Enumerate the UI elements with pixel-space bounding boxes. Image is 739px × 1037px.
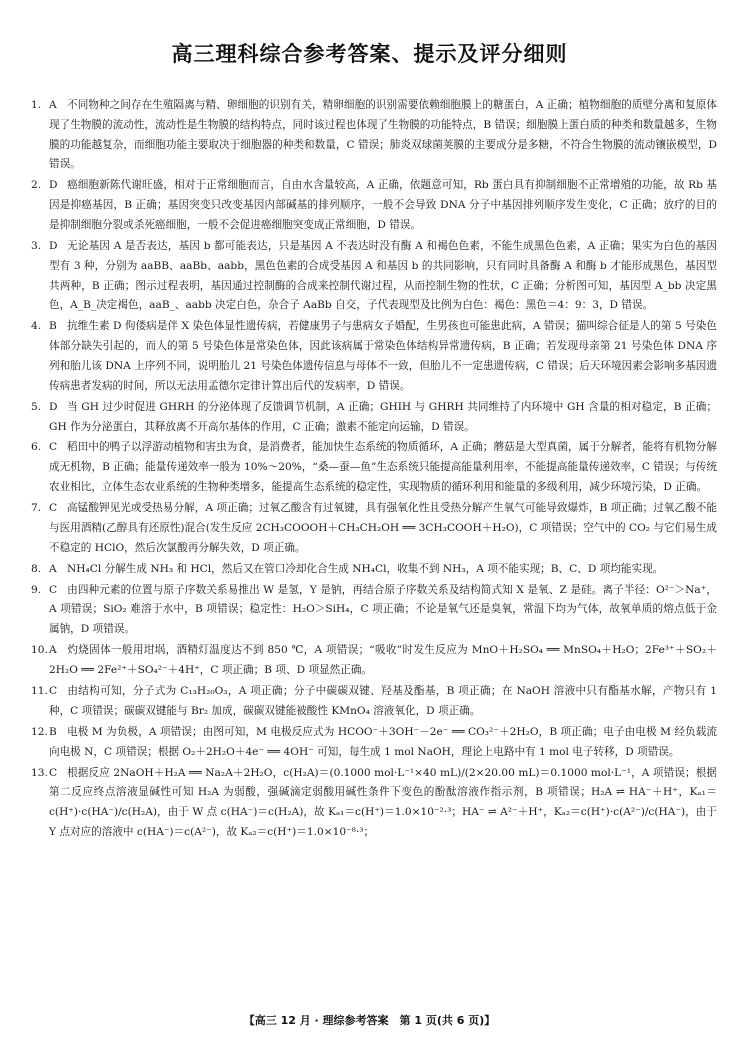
question-number: 5.	[31, 400, 42, 413]
question-number: 8.	[31, 562, 42, 575]
explanation-text: 由四种元素的位置与原子序数关系易推出 W 是氢，Y 是钠，再结合原子序数关系及结构简式知 X 是氧、Z 是硅。离子半径：O²⁻＞Na⁺，A 项错误；SiO₂ 难溶于水中，B 项错误；稳定性：H₂O＞SiH₄，C 项正确；不论是氧气还是臭氧，常温下均为气体，故氧单质的熔点低于金属钠，D 项错误。	[49, 583, 717, 636]
answer-item	[31, 317, 717, 396]
page-footer: 【高三 12 月 · 理综参考答案 第 1 页(共 6 页)】	[243, 1014, 496, 1027]
question-number: 13.	[31, 766, 48, 779]
question-number: 6.	[31, 441, 42, 454]
answer-item	[31, 560, 717, 580]
explanation-text: 根据反应 2NaOH＋H₂A ══ Na₂A＋2H₂O，c(H₂A)＝(0.1000 mol·L⁻¹×40 mL)/(2×20.00 mL)＝0.1000 mol·L⁻¹，A 项错误；根据第二反应终点溶液显碱性可知 H₂A 为弱酸，强碱滴定弱酸用碱性条件下变色的酚酞溶液作指示剂，B 项错误；H₂A ⇌ HA⁻＋H⁺，Kₐ₁＝c(H⁺)·c(HA⁻)/c(H₂A)，由于 W 点 c(HA⁻)＝c(H₂A)，故 Kₐ₁＝c(H⁺)＝1.0×10⁻²·³；HA⁻ ⇌ A²⁻＋H⁺，Kₐ₂＝c(H⁺)·c(A²⁻)/c(HA⁻)，由于 Y 点对应的溶液中 c(HA⁻)＝c(A²⁻)，故 Kₐ₂＝c(H⁺)＝1.0×10⁻⁸·³；	[49, 766, 717, 838]
answer-letter: C	[49, 684, 58, 697]
answer-item	[31, 499, 717, 558]
question-number: 1.	[31, 99, 42, 111]
answer-letter: C	[49, 583, 58, 596]
answer-letter: D	[49, 400, 58, 413]
question-number: 10.	[31, 644, 48, 657]
answer-item	[31, 96, 717, 175]
answer-letter: B	[49, 320, 57, 333]
explanation-text: 当 GH 过少时促进 GHRH 的分泌体现了反馈调节机制，A 正确；GHIH 与 GHRH 共同维持了内环境中 GH 含量的相对稳定，B 正确；GH 作为分泌蛋白，其释放离不开高尔基体的作用，C 正确；激素不能定向运输，D 错误。	[49, 400, 717, 433]
question-number: 9.	[31, 583, 42, 596]
explanation-text: 抗维生素 D 佝偻病是伴 X 染色体显性遗传病，若健康男子与患病女子婚配，生男孩也可能患此病，A 错误；猫叫综合征是人的第 5 号染色体部分缺失引起的，而人的第 5 号染色体是常染色体，因此该病属于常染色体结构异常遗传病，B 正确；若发现母亲第 21 号染色体 DNA 序列和胎儿该 DNA 上序列不同，说明胎儿 21 号染色体遗传信息与母体不一致，但胎儿不一定患遗传病，C 错误；后天环境因素会影响多基因遗传病患者发病的时间，所以无法用孟德尔定律计算出后代的发病率，D 错误。	[49, 320, 717, 392]
question-number: 2.	[31, 179, 42, 192]
answer-letter: A	[49, 644, 57, 657]
answer-letter: C	[49, 766, 58, 779]
explanation-text: 高锰酸钾见光或受热易分解，A 项正确；过氧乙酸含有过氧键，具有强氧化性且受热分解产生氧气可能导致爆炸，B 项正确；过氧乙酸不能与医用酒精(乙醇具有还原性)混合(发生反应 2CH₃COOOH＋CH₃CH₂OH ══ 3CH₃COOH＋H₂O)，C 项错误；空气中的 CO₂ 与它们易生成不稳定的 HClO，然后次氯酸再分解失效，D 项正确。	[49, 502, 717, 554]
question-number: 11.	[31, 684, 48, 697]
question-number: 4.	[31, 320, 42, 333]
page-title: 高三理科综合参考答案、提示及评分细则	[171, 42, 568, 66]
answer-letter: A	[49, 562, 57, 575]
answer-letter: D	[49, 239, 58, 252]
explanation-text: 由结构可知，分子式为 C₁₃H₂₀O₃，A 项正确；分子中碳碳双键、羟基及酯基，B 项正确；在 NaOH 溶液中只有酯基水解，产物只有 1 种，C 项错误；碳碳双键能与 Br₂ 加成，碳碳双键能被酸性 KMnO₄ 溶液氧化，D 项正确。	[49, 684, 717, 717]
explanation-text: 灼烧固体一般用坩埚，酒精灯温度达不到 850 ℃，A 项错误；“吸收”时发生反应为 MnO＋H₂SO₄ ══ MnSO₄＋H₂O；2Fe³⁺＋SO₂＋2H₂O ══ 2Fe²⁺＋SO₄²⁻＋4H⁺，C 项正确；B 项、D 项显然正确。	[49, 644, 717, 676]
answer-item	[31, 438, 717, 497]
question-number: 12.	[31, 725, 48, 738]
answer-item	[31, 176, 717, 235]
answer-letter: C	[49, 502, 58, 515]
answer-item	[31, 764, 717, 843]
answer-item	[31, 723, 717, 763]
explanation-text: NH₄Cl 分解生成 NH₃ 和 HCl，然后又在管口冷却化合生成 NH₄Cl，收集不到 NH₃，A 项不能实现；B、C、D 项均能实现。	[67, 562, 664, 575]
answer-letter: A	[49, 99, 57, 111]
answer-letter: B	[49, 725, 57, 738]
answer-item	[31, 682, 717, 722]
answer-item	[31, 398, 717, 438]
question-number: 3.	[31, 239, 42, 252]
answer-list	[31, 96, 717, 844]
question-number: 7.	[31, 502, 42, 515]
explanation-text: 癌细胞新陈代谢旺盛，相对于正常细胞而言，自由水含量较高，A 正确，依题意可知，Rb 蛋白具有抑制细胞不正常增殖的功能，故 Rb 基因是抑癌基因，B 正确；基因突变只改变基因内部碱基的排列顺序，一般不会导致 DNA 分子中基因排列顺序发生变化，C 正确；放疗的目的是抑制细胞分裂或杀死癌细胞，一般不会促进癌细胞突变成正常细胞，D 错误。	[49, 179, 717, 231]
answer-item	[31, 641, 717, 681]
explanation-text: 无论基因 A 是否表达，基因 b 都可能表达，只是基因 A 不表达时没有酶 A 和褐色色素，不能生成黑色色素，A 正确；果实为白色的基因型有 3 种，分别为 aaBB、aaBb、aabb，黑色色素的合成受基因 A 和基因 b 的共同影响，只有同时具备酶 A 和酶 b 才能形成黑色，基因型共两种，B 正确；图示过程表明，基因通过控制酶的合成来控制代谢过程，从而控制生物的性状，C 正确；分析图可知，基因型 A_bb 决定黑色，A_B_决定褐色，aaB_、aabb 决定白色，杂合子 AaBb 自交，子代表现型及比例为白色：褐色：黑色＝4：9：3，D 错误。	[49, 239, 717, 312]
answer-letter: C	[49, 441, 58, 454]
answer-item	[31, 581, 717, 640]
explanation-text: 不同物种之间存在生殖隔离与精、卵细胞的识别有关，精卵细胞的识别需要依赖细胞膜上的糖蛋白，A 正确；植物细胞的质壁分离和复原体现了生物膜的流动性，流动性是生物膜的结构特点，同时该过程也体现了生物膜的功能特点，B 错误；细胞膜上蛋白质的种类和数量越多，生物膜的功能越复杂，而细胞功能主要取决于细胞器的种类和数量，C 错误；肺炎双球菌荚膜的主要成分是多糖，不符合生物膜的流动镶嵌模型，D 错误。	[49, 99, 717, 171]
answer-letter: D	[49, 179, 58, 192]
answer-item	[31, 237, 717, 316]
explanation-text: 电极 M 为负极，A 项错误；由图可知，M 电极反应式为 HCOO⁻＋3OH⁻－2e⁻ ══ CO₃²⁻＋2H₂O，B 项正确；电子由电极 M 经负载流向电极 N，C 项错误；根据 O₂＋2H₂O＋4e⁻ ══ 4OH⁻ 可知，每生成 1 mol NaOH，理论上电路中有 1 mol 电子转移，D 项错误。	[49, 725, 717, 758]
explanation-text: 稻田中的鸭子以浮游动植物和害虫为食，是消费者，能加快生态系统的物质循环，A 正确；蘑菇是大型真菌，属于分解者，能将有机物分解成无机物，B 正确；能量传递效率一般为 10%～20%，“桑—蚕—鱼”生态系统只能提高能量利用率，不能提高能量传递效率，C 错误；与传统农业相比，立体生态农业系统的生物种类增多，能提高生态系统的稳定性，实现物质的循环利用和能量的多级利用，减少环境污染，D 正确。	[49, 441, 717, 494]
